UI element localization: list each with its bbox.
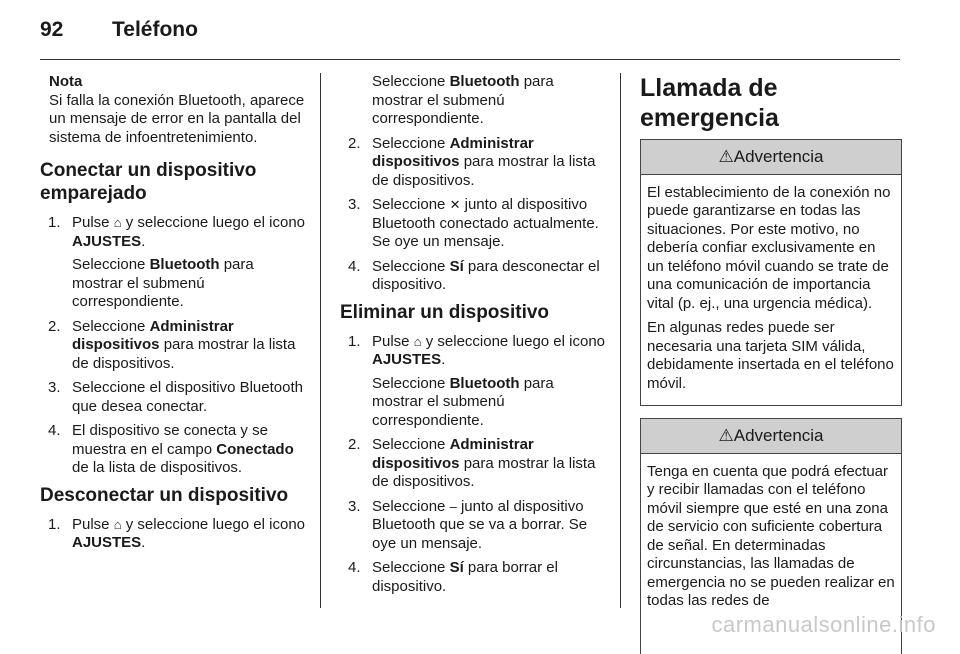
header-rule [40, 59, 900, 60]
warning-title: Advertencia [733, 147, 824, 166]
list-item: 3. Seleccione ✕ junto al dispositivo Bluetooth conectado actualmente. Se oye un mensaje. [348, 196, 599, 250]
column-1 [40, 73, 306, 559]
close-icon: ✕ [449, 197, 461, 212]
column-2 [340, 73, 606, 602]
warning-text: Tenga en cuenta que podrá efectuar y recibir llamadas con el teléfono móvil siempre que esté en una zona de servicio con suficiente cobertura de señal. En determinadas circunstancias, las llamadas de emergencia no se pueden realizar en todas las redes de [647, 462, 895, 609]
connect-steps [40, 214, 306, 478]
column-3 [640, 73, 902, 654]
list-item: 4. El dispositivo se conecta y se muestra en el campo Conectado de la lista de dispositivos. [48, 422, 294, 476]
list-item: 2. Seleccione Administrar dispositivos para mostrar la lista de dispositivos. [48, 317, 296, 372]
disconnect-steps-cont [340, 73, 606, 295]
page-title: Teléfono [112, 18, 198, 41]
warning-icon: ⚠ [718, 426, 734, 445]
warning-box [640, 139, 902, 406]
warning-header [641, 140, 901, 175]
delete-heading: Eliminar un dispositivo [340, 301, 550, 323]
page-header [40, 18, 198, 42]
emergency-heading: Llamada de emergencia [640, 74, 779, 132]
note-title: Nota [49, 73, 83, 90]
disconnect-heading: Desconectar un dispositivo [40, 484, 289, 506]
list-item: 1. Pulse ⌂ y seleccione luego el icono AJUSTES. [48, 515, 306, 551]
connect-heading: Conectar un dispositivo emparejado [40, 160, 257, 204]
warning-text: El establecimiento de la conexión no puede garantizarse en todas las situaciones. Por este motivo, no debería confiar exclusivamente en un teléfono móvil cuando se trate de una comunicación de importancia vital (p. ej., una urgencia médica). [647, 183, 891, 312]
warning-text: En algunas redes puede ser necesaria una tarjeta SIM válida, debidamente insertada en el teléfono móvil. [647, 319, 894, 392]
list-item: Seleccione Bluetooth para mostrar el submenú correspondiente. [372, 73, 554, 127]
list-item: 4. Seleccione Sí para borrar el dispositivo. [348, 559, 558, 595]
note-box [49, 73, 306, 147]
warning-title: Advertencia [733, 426, 824, 445]
list-item: 3. Seleccione el dispositivo Bluetooth que desea conectar. [48, 379, 303, 415]
list-item: 1. Pulse ⌂ y seleccione luego el icono AJUSTES. Seleccione Bluetooth para mostrar el submenú correspondiente. [48, 214, 306, 310]
list-item: 1. Pulse ⌂ y seleccione luego el icono AJUSTES. Seleccione Bluetooth para mostrar el submenú correspondiente. [348, 332, 606, 429]
list-item: 2. Seleccione Administrar dispositivos para mostrar la lista de dispositivos. [348, 134, 596, 189]
delete-steps [340, 333, 606, 597]
minus-icon: – [449, 498, 457, 514]
watermark: carmanualsonline.info [711, 612, 936, 637]
home-icon: ⌂ [413, 333, 422, 349]
home-icon: ⌂ [113, 516, 122, 532]
column-divider-2 [620, 73, 621, 608]
note-text: Si falla la conexión Bluetooth, aparece un mensaje de error en la pantalla del sistema de infoentretenimiento. [49, 91, 305, 146]
column-divider-1 [320, 73, 321, 608]
page-number: 92 [40, 18, 64, 41]
warning-header [641, 419, 901, 454]
disconnect-steps [40, 516, 306, 553]
list-item: 3. Seleccione – junto al dispositivo Bluetooth que se va a borrar. Se oye un mensaje. [348, 497, 588, 552]
home-icon: ⌂ [113, 215, 122, 230]
warning-icon: ⚠ [718, 147, 734, 166]
list-item: 2. Seleccione Administrar dispositivos para mostrar la lista de dispositivos. [348, 436, 596, 490]
list-item: 4. Seleccione Sí para desconectar el dispositivo. [348, 257, 600, 293]
